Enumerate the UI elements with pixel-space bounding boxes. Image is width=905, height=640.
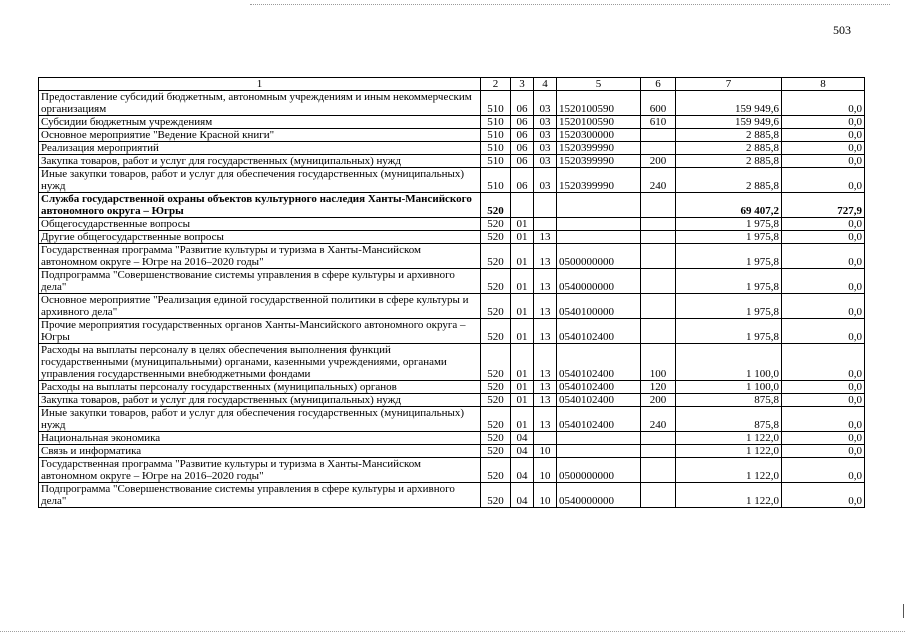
table-row	[39, 294, 865, 319]
cell-target-article: 1520399990	[557, 142, 641, 155]
cell-subsection: 13	[534, 244, 557, 269]
cell-expense-type: 100	[641, 344, 676, 381]
scan-edge-top	[250, 4, 890, 5]
cell-name: Реализация мероприятий	[39, 142, 481, 155]
cell-target-article: 0540102400	[557, 394, 641, 407]
cell-change: 0,0	[782, 294, 865, 319]
cell-change: 0,0	[782, 231, 865, 244]
cell-expense-type	[641, 269, 676, 294]
cell-expense-type	[641, 294, 676, 319]
cell-target-article: 0540000000	[557, 483, 641, 508]
cell-expense-type: 120	[641, 381, 676, 394]
cell-amount: 1 975,8	[676, 231, 782, 244]
cell-name: Иные закупки товаров, работ и услуг для обеспечения государственных (муниципальных) нужд	[39, 407, 481, 432]
cell-name: Связь и информатика	[39, 445, 481, 458]
cell-change: 0,0	[782, 407, 865, 432]
cell-target-article: 1520300000	[557, 129, 641, 142]
cell-admin-code: 520	[481, 458, 511, 483]
cell-amount: 2 885,8	[676, 142, 782, 155]
cell-name: Основное мероприятие "Реализация единой государственной политики в сфере культуры и архивного дела"	[39, 294, 481, 319]
cell-name: Государственная программа "Развитие культуры и туризма в Ханты-Мансийском автономном округе – Югре на 2016–2020 годы"	[39, 244, 481, 269]
cell-target-article	[557, 432, 641, 445]
cell-target-article: 0540102400	[557, 407, 641, 432]
cell-change: 0,0	[782, 432, 865, 445]
scan-edge-bottom	[0, 631, 905, 632]
cell-subsection: 13	[534, 319, 557, 344]
cell-target-article	[557, 231, 641, 244]
cell-amount: 159 949,6	[676, 91, 782, 116]
page-number: 503	[833, 23, 851, 37]
cell-amount: 1 100,0	[676, 344, 782, 381]
cell-expense-type: 600	[641, 91, 676, 116]
cell-admin-code: 510	[481, 116, 511, 129]
cell-target-article: 1520399990	[557, 168, 641, 193]
cell-amount: 1 975,8	[676, 269, 782, 294]
cell-target-article: 0540000000	[557, 269, 641, 294]
cell-amount: 69 407,2	[676, 193, 782, 218]
cell-admin-code: 520	[481, 269, 511, 294]
cell-amount: 1 975,8	[676, 218, 782, 231]
cell-name: Национальная экономика	[39, 432, 481, 445]
cell-admin-code: 520	[481, 407, 511, 432]
cell-section: 06	[511, 116, 534, 129]
table-row	[39, 344, 865, 381]
table-row	[39, 394, 865, 407]
cell-change: 0,0	[782, 319, 865, 344]
column-header: 5	[557, 78, 641, 91]
cell-change: 0,0	[782, 269, 865, 294]
cell-change: 0,0	[782, 394, 865, 407]
cell-subsection: 13	[534, 344, 557, 381]
cell-section: 06	[511, 129, 534, 142]
cell-admin-code: 520	[481, 344, 511, 381]
budget-table	[38, 77, 865, 508]
table-row	[39, 91, 865, 116]
cell-target-article: 0500000000	[557, 244, 641, 269]
cell-change: 0,0	[782, 91, 865, 116]
cell-change: 0,0	[782, 381, 865, 394]
cell-admin-code: 520	[481, 394, 511, 407]
table-row	[39, 218, 865, 231]
cell-subsection: 13	[534, 407, 557, 432]
cell-target-article: 1520100590	[557, 91, 641, 116]
column-header: 2	[481, 78, 511, 91]
cell-section: 01	[511, 269, 534, 294]
table-row	[39, 155, 865, 168]
cell-section	[511, 193, 534, 218]
cell-amount: 1 975,8	[676, 319, 782, 344]
cell-admin-code: 520	[481, 319, 511, 344]
cell-section: 04	[511, 483, 534, 508]
cell-admin-code: 510	[481, 129, 511, 142]
cell-section: 04	[511, 432, 534, 445]
cell-name: Служба государственной охраны объектов культурного наследия Ханты-Мансийского автономного округа – Югры	[39, 193, 481, 218]
cell-expense-type	[641, 231, 676, 244]
cell-subsection: 10	[534, 483, 557, 508]
cell-section: 01	[511, 319, 534, 344]
cell-amount: 1 100,0	[676, 381, 782, 394]
cell-amount: 2 885,8	[676, 129, 782, 142]
cell-subsection	[534, 193, 557, 218]
cell-name: Подпрограмма "Совершенствование системы управления в сфере культуры и архивного дела"	[39, 269, 481, 294]
cell-change: 0,0	[782, 129, 865, 142]
cell-admin-code: 510	[481, 91, 511, 116]
cell-change: 0,0	[782, 168, 865, 193]
cell-target-article: 0540102400	[557, 319, 641, 344]
table-row	[39, 269, 865, 294]
cell-admin-code: 510	[481, 168, 511, 193]
cell-amount: 2 885,8	[676, 155, 782, 168]
column-header: 3	[511, 78, 534, 91]
cell-change: 727,9	[782, 193, 865, 218]
cell-amount: 1 975,8	[676, 244, 782, 269]
cell-subsection	[534, 218, 557, 231]
cell-subsection: 13	[534, 269, 557, 294]
cell-amount: 1 122,0	[676, 432, 782, 445]
cell-name: Расходы на выплаты персоналу в целях обеспечения выполнения функций государственными (муниципальными) органами, казенными учреждениями, органами управления государственными внебюджетными фондами	[39, 344, 481, 381]
column-header: 8	[782, 78, 865, 91]
table-row	[39, 445, 865, 458]
cell-target-article	[557, 445, 641, 458]
cell-amount: 1 122,0	[676, 458, 782, 483]
cell-subsection: 13	[534, 294, 557, 319]
cell-change: 0,0	[782, 458, 865, 483]
cell-expense-type: 240	[641, 168, 676, 193]
cell-name: Подпрограмма "Совершенствование системы управления в сфере культуры и архивного дела"	[39, 483, 481, 508]
cell-section: 01	[511, 394, 534, 407]
cell-subsection: 03	[534, 155, 557, 168]
cell-expense-type: 610	[641, 116, 676, 129]
cell-expense-type: 200	[641, 394, 676, 407]
cell-admin-code: 520	[481, 445, 511, 458]
cell-amount: 1 975,8	[676, 294, 782, 319]
cell-admin-code: 510	[481, 142, 511, 155]
table-row	[39, 142, 865, 155]
table-row	[39, 381, 865, 394]
cell-change: 0,0	[782, 116, 865, 129]
cell-change: 0,0	[782, 344, 865, 381]
cell-target-article: 0540100000	[557, 294, 641, 319]
cell-amount: 159 949,6	[676, 116, 782, 129]
cell-admin-code: 510	[481, 155, 511, 168]
cell-expense-type	[641, 129, 676, 142]
cell-name: Закупка товаров, работ и услуг для государственных (муниципальных) нужд	[39, 394, 481, 407]
cell-change: 0,0	[782, 244, 865, 269]
cell-admin-code: 520	[481, 483, 511, 508]
cell-section: 06	[511, 142, 534, 155]
cell-name: Иные закупки товаров, работ и услуг для обеспечения государственных (муниципальных) нужд	[39, 168, 481, 193]
table-row	[39, 319, 865, 344]
cell-name: Расходы на выплаты персоналу государственных (муниципальных) органов	[39, 381, 481, 394]
cell-name: Прочие мероприятия государственных органов Ханты-Мансийского автономного округа – Югры	[39, 319, 481, 344]
table-row	[39, 168, 865, 193]
cell-amount: 1 122,0	[676, 445, 782, 458]
cell-name: Субсидии бюджетным учреждениям	[39, 116, 481, 129]
cell-name: Другие общегосударственные вопросы	[39, 231, 481, 244]
cell-change: 0,0	[782, 483, 865, 508]
cell-expense-type: 200	[641, 155, 676, 168]
cell-name: Закупка товаров, работ и услуг для государственных (муниципальных) нужд	[39, 155, 481, 168]
cell-section: 01	[511, 294, 534, 319]
cell-name: Общегосударственные вопросы	[39, 218, 481, 231]
cell-expense-type	[641, 244, 676, 269]
cell-section: 01	[511, 218, 534, 231]
cell-section: 06	[511, 155, 534, 168]
table-row	[39, 432, 865, 445]
table-row	[39, 244, 865, 269]
table-header-row	[39, 78, 865, 91]
cell-subsection: 03	[534, 142, 557, 155]
table-row	[39, 407, 865, 432]
cell-amount: 2 885,8	[676, 168, 782, 193]
table-row	[39, 129, 865, 142]
cell-section: 01	[511, 407, 534, 432]
cell-admin-code: 520	[481, 381, 511, 394]
cell-subsection: 03	[534, 129, 557, 142]
column-header: 4	[534, 78, 557, 91]
cell-change: 0,0	[782, 445, 865, 458]
cell-section: 01	[511, 381, 534, 394]
table-row	[39, 193, 865, 218]
cell-change: 0,0	[782, 155, 865, 168]
cell-admin-code: 520	[481, 193, 511, 218]
cell-admin-code: 520	[481, 244, 511, 269]
cell-admin-code: 520	[481, 294, 511, 319]
cell-subsection	[534, 432, 557, 445]
cell-target-article: 1520399990	[557, 155, 641, 168]
table-row	[39, 458, 865, 483]
column-header: 6	[641, 78, 676, 91]
cell-amount: 875,8	[676, 407, 782, 432]
cell-subsection: 03	[534, 168, 557, 193]
cell-expense-type	[641, 193, 676, 218]
table-row	[39, 231, 865, 244]
cell-target-article	[557, 218, 641, 231]
cell-subsection: 13	[534, 381, 557, 394]
column-header: 7	[676, 78, 782, 91]
cell-expense-type	[641, 483, 676, 508]
cell-expense-type	[641, 445, 676, 458]
table-row	[39, 116, 865, 129]
cell-expense-type: 240	[641, 407, 676, 432]
cell-section: 01	[511, 231, 534, 244]
cell-expense-type	[641, 458, 676, 483]
cell-expense-type	[641, 432, 676, 445]
cell-change: 0,0	[782, 218, 865, 231]
column-header: 1	[39, 78, 481, 91]
cell-admin-code: 520	[481, 218, 511, 231]
cell-target-article: 0540102400	[557, 381, 641, 394]
cell-expense-type	[641, 319, 676, 344]
cell-expense-type	[641, 142, 676, 155]
cell-target-article: 0500000000	[557, 458, 641, 483]
cell-name: Основное мероприятие "Ведение Красной книги"	[39, 129, 481, 142]
cell-subsection: 03	[534, 91, 557, 116]
cell-subsection: 13	[534, 231, 557, 244]
cell-amount: 875,8	[676, 394, 782, 407]
cell-target-article	[557, 193, 641, 218]
cell-subsection: 10	[534, 445, 557, 458]
cell-section: 06	[511, 168, 534, 193]
cell-section: 04	[511, 458, 534, 483]
cell-name: Предоставление субсидий бюджетным, автономным учреждениям и иным некоммерческим организациям	[39, 91, 481, 116]
cell-subsection: 03	[534, 116, 557, 129]
cell-section: 04	[511, 445, 534, 458]
table-row	[39, 483, 865, 508]
cell-expense-type	[641, 218, 676, 231]
cell-section: 01	[511, 344, 534, 381]
cell-target-article: 1520100590	[557, 116, 641, 129]
cell-subsection: 10	[534, 458, 557, 483]
cell-section: 06	[511, 91, 534, 116]
cell-target-article: 0540102400	[557, 344, 641, 381]
cell-amount: 1 122,0	[676, 483, 782, 508]
cell-subsection: 13	[534, 394, 557, 407]
cell-section: 01	[511, 244, 534, 269]
cell-change: 0,0	[782, 142, 865, 155]
cell-name: Государственная программа "Развитие культуры и туризма в Ханты-Мансийском автономном округе – Югре на 2016–2020 годы"	[39, 458, 481, 483]
cell-admin-code: 520	[481, 432, 511, 445]
cell-admin-code: 520	[481, 231, 511, 244]
